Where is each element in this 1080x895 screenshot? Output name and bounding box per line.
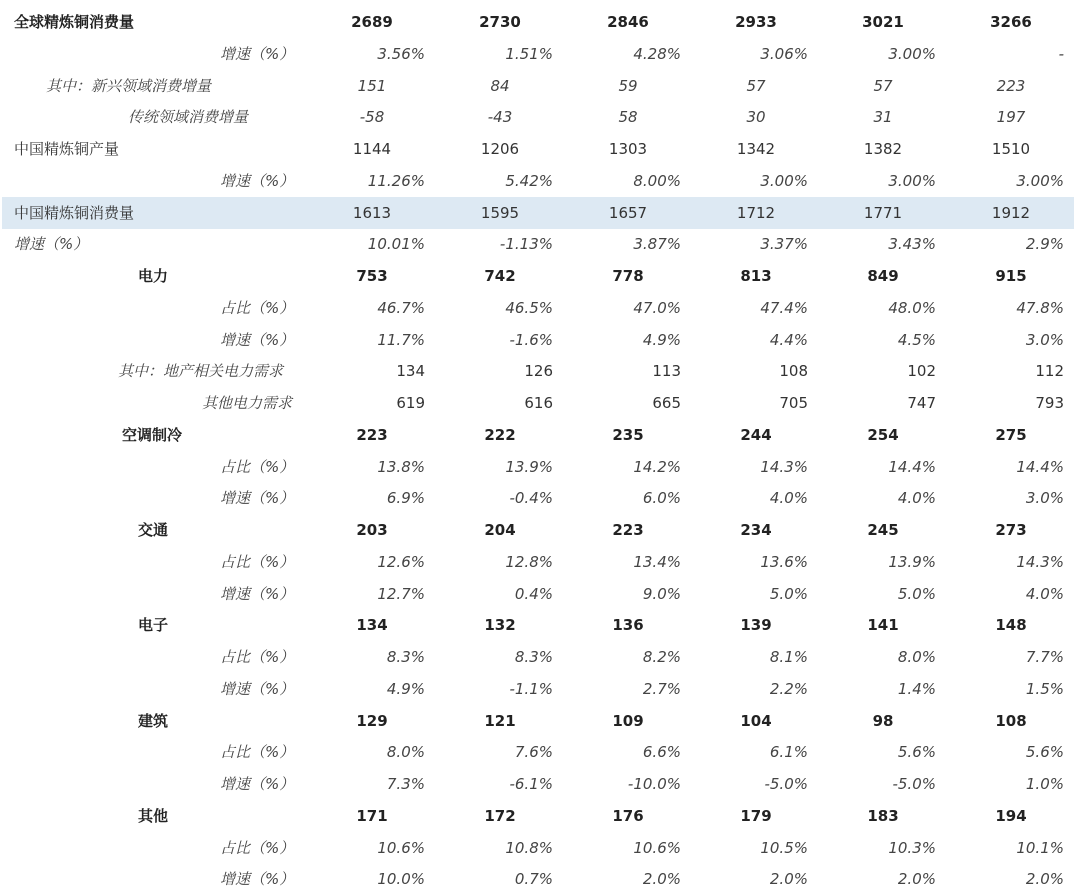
value-cell: 2689 xyxy=(351,13,393,31)
value-cell: 112 xyxy=(1035,362,1064,381)
value-cell: 8.0% xyxy=(386,743,425,762)
value-cell: - xyxy=(1058,44,1064,63)
table-row xyxy=(0,768,1080,800)
value-cell: 2.2% xyxy=(769,679,808,698)
value-cell: 2.9% xyxy=(1025,235,1064,254)
value-cell: 6.1% xyxy=(769,743,808,762)
row-label: 增速（%） xyxy=(220,44,295,63)
value-cell: 2.0% xyxy=(897,870,936,889)
value-cell: 176 xyxy=(612,806,644,825)
value-cell: -1.1% xyxy=(509,679,553,698)
table-row xyxy=(0,800,1080,832)
value-cell: 3.00% xyxy=(760,171,808,190)
value-cell: 619 xyxy=(396,394,425,412)
value-cell: 5.6% xyxy=(897,743,936,762)
value-cell: 273 xyxy=(995,521,1027,539)
row-label: 空调制冷 xyxy=(122,425,183,444)
row-label: 占比（%） xyxy=(220,298,295,317)
table-row xyxy=(0,6,1080,38)
value-cell: 1144 xyxy=(352,140,392,158)
value-cell: 3.43% xyxy=(888,235,936,254)
value-cell: 47.0% xyxy=(633,298,681,317)
value-cell: 14.3% xyxy=(760,457,808,476)
value-cell: 1657 xyxy=(608,203,648,222)
value-cell: 132 xyxy=(484,616,516,635)
value-cell: 8.1% xyxy=(769,648,808,666)
value-cell: -58 xyxy=(359,108,385,127)
value-cell: 234 xyxy=(740,521,772,539)
value-cell: 171 xyxy=(356,806,388,825)
value-cell: 2.7% xyxy=(642,679,681,698)
value-cell: -5.0% xyxy=(892,775,936,793)
value-cell: 5.0% xyxy=(769,584,808,603)
value-cell: 194 xyxy=(995,806,1027,825)
value-cell: 813 xyxy=(740,267,772,285)
row-label: 其中：新兴领域消费增量 xyxy=(46,76,212,95)
value-cell: 1206 xyxy=(480,140,520,158)
value-cell: 7.6% xyxy=(514,743,553,762)
table-row xyxy=(0,419,1080,451)
value-cell: 222 xyxy=(484,425,516,444)
value-cell: 203 xyxy=(356,521,388,539)
value-cell: 778 xyxy=(612,267,644,285)
value-cell: 14.4% xyxy=(1016,457,1064,476)
value-cell: 12.8% xyxy=(505,552,553,571)
table-row xyxy=(0,228,1080,260)
value-cell: 4.0% xyxy=(769,489,808,508)
value-cell: 204 xyxy=(484,521,516,539)
row-label: 全球精炼铜消费量 xyxy=(14,13,135,31)
value-cell: 46.7% xyxy=(377,298,425,317)
value-cell: 10.8% xyxy=(505,838,553,857)
value-cell: 849 xyxy=(867,267,899,285)
value-cell: 8.0% xyxy=(897,648,936,666)
value-cell: 8.00% xyxy=(633,171,681,190)
row-label: 增速（%） xyxy=(220,584,295,603)
value-cell: 3.56% xyxy=(377,44,425,63)
value-cell: 109 xyxy=(612,711,644,730)
value-cell: 13.9% xyxy=(888,552,936,571)
value-cell: 13.4% xyxy=(633,552,681,571)
row-label: 增速（%） xyxy=(220,870,295,889)
value-cell: 108 xyxy=(995,711,1027,730)
value-cell: 275 xyxy=(995,425,1027,444)
value-cell: 1.4% xyxy=(897,679,936,698)
value-cell: 10.3% xyxy=(888,838,936,857)
value-cell: -1.6% xyxy=(509,330,553,349)
row-label: 增速（%） xyxy=(220,489,295,508)
value-cell: 46.5% xyxy=(505,298,553,317)
value-cell: 0.4% xyxy=(514,584,553,603)
value-cell: 98 xyxy=(872,711,894,730)
value-cell: 3266 xyxy=(990,13,1032,31)
value-cell: -5.0% xyxy=(764,775,808,793)
value-cell: 10.5% xyxy=(760,838,808,857)
value-cell: 705 xyxy=(779,394,808,412)
value-cell: 7.7% xyxy=(1025,648,1064,666)
value-cell: 223 xyxy=(996,76,1026,95)
value-cell: 47.4% xyxy=(760,298,808,317)
table-row xyxy=(0,482,1080,514)
value-cell: 13.9% xyxy=(505,457,553,476)
row-label: 增速（%） xyxy=(220,775,295,793)
table-row xyxy=(0,70,1080,102)
value-cell: 1303 xyxy=(608,140,648,158)
value-cell: -43 xyxy=(487,108,513,127)
value-cell: 8.3% xyxy=(386,648,425,666)
row-label: 占比（%） xyxy=(220,552,295,571)
value-cell: 6.6% xyxy=(642,743,681,762)
value-cell: 742 xyxy=(484,267,516,285)
value-cell: 793 xyxy=(1035,394,1064,412)
value-cell: 14.3% xyxy=(1016,552,1064,571)
value-cell: 10.0% xyxy=(377,870,425,889)
value-cell: 48.0% xyxy=(888,298,936,317)
value-cell: 7.3% xyxy=(386,775,425,793)
value-cell: 59 xyxy=(618,76,638,95)
value-cell: 13.6% xyxy=(760,552,808,571)
table-row xyxy=(0,578,1080,610)
value-cell: 3.0% xyxy=(1025,489,1064,508)
value-cell: 915 xyxy=(995,267,1027,285)
value-cell: 747 xyxy=(907,394,936,412)
value-cell: 148 xyxy=(995,616,1027,635)
value-cell: 136 xyxy=(612,616,644,635)
row-label: 传统领域消费增量 xyxy=(128,108,249,127)
value-cell: 5.6% xyxy=(1025,743,1064,762)
value-cell: 4.9% xyxy=(386,679,425,698)
row-label: 中国精炼铜产量 xyxy=(14,140,120,158)
value-cell: 2.0% xyxy=(769,870,808,889)
table-row xyxy=(0,609,1080,641)
value-cell: 11.7% xyxy=(377,330,425,349)
value-cell: 13.8% xyxy=(377,457,425,476)
value-cell: 2.0% xyxy=(642,870,681,889)
value-cell: 223 xyxy=(356,425,388,444)
table-row xyxy=(0,324,1080,356)
row-label: 增速（%） xyxy=(220,330,295,349)
value-cell: 134 xyxy=(396,362,425,381)
value-cell: 113 xyxy=(652,362,681,381)
value-cell: 3.0% xyxy=(1025,330,1064,349)
table-row xyxy=(0,832,1080,864)
row-label: 其中：地产相关电力需求 xyxy=(118,362,284,381)
table-row xyxy=(0,863,1080,895)
value-cell: 30 xyxy=(746,108,766,127)
row-label: 占比（%） xyxy=(220,457,295,476)
value-cell: 3.87% xyxy=(633,235,681,254)
value-cell: -6.1% xyxy=(509,775,553,793)
value-cell: 4.0% xyxy=(1025,584,1064,603)
table-row xyxy=(0,514,1080,546)
table-row xyxy=(0,292,1080,324)
row-label: 增速（%） xyxy=(14,235,89,254)
table-row xyxy=(0,260,1080,292)
value-cell: 665 xyxy=(652,394,681,412)
value-cell: 57 xyxy=(746,76,766,95)
value-cell: 235 xyxy=(612,425,644,444)
value-cell: 0.7% xyxy=(514,870,553,889)
value-cell: 1595 xyxy=(480,203,520,222)
value-cell: 8.2% xyxy=(642,648,681,666)
value-cell: 12.7% xyxy=(377,584,425,603)
row-label: 中国精炼铜消费量 xyxy=(14,203,135,222)
table-row xyxy=(0,641,1080,673)
value-cell: 10.6% xyxy=(633,838,681,857)
value-cell: 5.0% xyxy=(897,584,936,603)
value-cell: 139 xyxy=(740,616,772,635)
value-cell: 1613 xyxy=(352,203,392,222)
row-label: 占比（%） xyxy=(220,838,295,857)
value-cell: 2933 xyxy=(735,13,777,31)
value-cell: 172 xyxy=(484,806,516,825)
row-label: 电子 xyxy=(138,616,169,635)
value-cell: 3.00% xyxy=(888,171,936,190)
value-cell: 47.8% xyxy=(1016,298,1064,317)
table-row xyxy=(0,101,1080,133)
value-cell: 1912 xyxy=(991,203,1031,222)
value-cell: 616 xyxy=(524,394,553,412)
value-cell: 10.6% xyxy=(377,838,425,857)
value-cell: 31 xyxy=(873,108,893,127)
value-cell: 4.28% xyxy=(633,44,681,63)
value-cell: 183 xyxy=(867,806,899,825)
value-cell: 4.0% xyxy=(897,489,936,508)
value-cell: 14.2% xyxy=(633,457,681,476)
value-cell: 2730 xyxy=(479,13,521,31)
row-label: 交通 xyxy=(138,521,169,539)
value-cell: 4.9% xyxy=(642,330,681,349)
row-label: 其他电力需求 xyxy=(202,394,293,412)
value-cell: 58 xyxy=(618,108,638,127)
value-cell: 6.9% xyxy=(386,489,425,508)
table-row xyxy=(0,705,1080,737)
value-cell: 179 xyxy=(740,806,772,825)
row-label: 占比（%） xyxy=(220,648,295,666)
value-cell: 6.0% xyxy=(642,489,681,508)
row-label: 增速（%） xyxy=(220,171,295,190)
value-cell: 244 xyxy=(740,425,772,444)
value-cell: 3021 xyxy=(862,13,904,31)
value-cell: 1.0% xyxy=(1025,775,1064,793)
value-cell: 197 xyxy=(996,108,1026,127)
row-label: 电力 xyxy=(138,267,169,285)
row-label: 建筑 xyxy=(138,711,169,730)
value-cell: 102 xyxy=(907,362,936,381)
value-cell: 12.6% xyxy=(377,552,425,571)
table-row xyxy=(0,387,1080,419)
table-row xyxy=(0,197,1080,229)
value-cell: 223 xyxy=(612,521,644,539)
table-row xyxy=(0,736,1080,768)
value-cell: 134 xyxy=(356,616,388,635)
value-cell: 1.5% xyxy=(1025,679,1064,698)
value-cell: -0.4% xyxy=(509,489,553,508)
value-cell: 57 xyxy=(873,76,893,95)
value-cell: 84 xyxy=(490,76,510,95)
value-cell: 1.51% xyxy=(505,44,553,63)
value-cell: 104 xyxy=(740,711,772,730)
value-cell: 753 xyxy=(356,267,388,285)
value-cell: 14.4% xyxy=(888,457,936,476)
value-cell: 3.00% xyxy=(1016,171,1064,190)
value-cell: 1382 xyxy=(863,140,903,158)
value-cell: 1510 xyxy=(991,140,1031,158)
table-row xyxy=(0,673,1080,705)
table-row xyxy=(0,451,1080,483)
value-cell: 1771 xyxy=(863,203,903,222)
value-cell: 2.0% xyxy=(1025,870,1064,889)
value-cell: 245 xyxy=(867,521,899,539)
value-cell: 8.3% xyxy=(514,648,553,666)
value-cell: 121 xyxy=(484,711,516,730)
row-label: 增速（%） xyxy=(220,679,295,698)
value-cell: 4.5% xyxy=(897,330,936,349)
value-cell: 3.37% xyxy=(760,235,808,254)
table-row xyxy=(0,133,1080,165)
value-cell: 2846 xyxy=(607,13,649,31)
value-cell: -1.13% xyxy=(499,235,553,254)
value-cell: 10.1% xyxy=(1016,838,1064,857)
value-cell: 129 xyxy=(356,711,388,730)
value-cell: 108 xyxy=(779,362,808,381)
value-cell: 10.01% xyxy=(367,235,425,254)
table-row xyxy=(0,355,1080,387)
value-cell: 254 xyxy=(867,425,899,444)
value-cell: 3.06% xyxy=(760,44,808,63)
value-cell: 151 xyxy=(357,76,387,95)
row-label: 其他 xyxy=(138,806,169,825)
value-cell: 9.0% xyxy=(642,584,681,603)
value-cell: 5.42% xyxy=(505,171,553,190)
table-row xyxy=(0,38,1080,70)
table-row xyxy=(0,165,1080,197)
value-cell: 141 xyxy=(867,616,899,635)
row-label: 占比（%） xyxy=(220,743,295,762)
value-cell: 1342 xyxy=(736,140,776,158)
value-cell: 126 xyxy=(524,362,553,381)
value-cell: 1712 xyxy=(736,203,776,222)
value-cell: 11.26% xyxy=(367,171,425,190)
value-cell: -10.0% xyxy=(627,775,681,793)
value-cell: 3.00% xyxy=(888,44,936,63)
table-row xyxy=(0,546,1080,578)
value-cell: 4.4% xyxy=(769,330,808,349)
